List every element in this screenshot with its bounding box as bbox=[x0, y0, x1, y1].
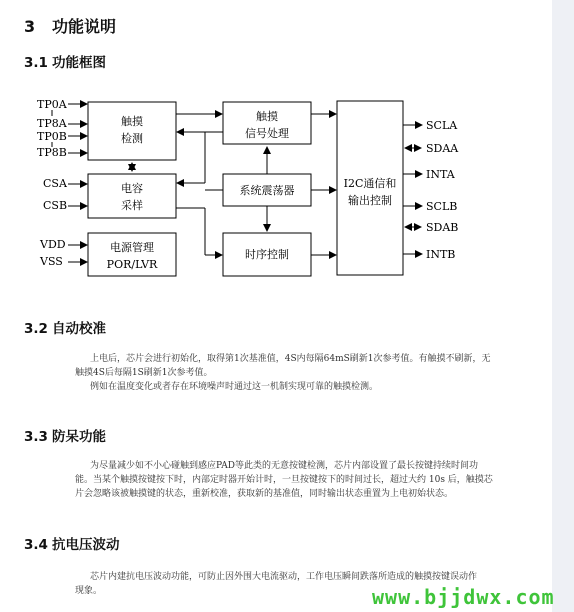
volt-para-line1: 芯片内建抗电压波动功能，可防止因外围大电流驱动，工作电压瞬间跌落所造成的触摸按键误动作 bbox=[90, 572, 478, 582]
section-title: 抗电压波动 bbox=[52, 537, 120, 553]
page-side-strip bbox=[552, 0, 574, 612]
timing-label: 时序控制 bbox=[245, 248, 289, 261]
section-title: 自动校准 bbox=[52, 321, 106, 337]
chapter-number: 3 bbox=[24, 17, 36, 36]
section-heading-3-4 bbox=[24, 533, 120, 553]
label-csb: CSB bbox=[43, 199, 68, 212]
function-block-diagram bbox=[30, 90, 470, 290]
i2c-line2: 输出控制 bbox=[348, 194, 392, 207]
label-csa: CSA bbox=[43, 177, 67, 190]
section-heading-3-1 bbox=[24, 51, 106, 71]
block-touch-detect bbox=[88, 102, 176, 160]
label-tp8a: TP8A bbox=[37, 117, 67, 130]
section-number: 3.4 bbox=[24, 537, 48, 553]
section-heading-3-3 bbox=[24, 425, 106, 445]
section-title: 功能框图 bbox=[52, 55, 106, 71]
fool-para-line2: 能。当某个触摸按键按下时，内部定时器开始计时，一旦按键按下的时间过长，超过大约 10s 后，触摸芯 bbox=[75, 475, 493, 485]
label-sdaa: SDAA bbox=[426, 142, 459, 155]
label-intb: INTB bbox=[426, 248, 456, 261]
oscillator-label: 系统震荡器 bbox=[239, 184, 295, 197]
cap-sample-line1: 电容 bbox=[121, 182, 143, 195]
section-number: 3.2 bbox=[24, 321, 48, 337]
power-mgmt-line2: POR/LVR bbox=[106, 258, 158, 271]
label-sclb: SCLB bbox=[426, 200, 458, 213]
label-sdab: SDAB bbox=[426, 221, 459, 234]
section-number: 3.3 bbox=[24, 429, 48, 445]
volt-para-line2: 现象。 bbox=[75, 586, 103, 596]
touch-detect-line2: 检测 bbox=[121, 132, 143, 145]
label-vss: VSS bbox=[40, 255, 63, 268]
label-tp0b: TP0B bbox=[37, 130, 67, 143]
label-tp8b: TP8B bbox=[37, 146, 67, 159]
i2c-line1: I2C通信和 bbox=[343, 177, 397, 190]
label-inta: INTA bbox=[426, 168, 455, 181]
cap-sample-line2: 采样 bbox=[121, 199, 143, 212]
site-watermark: www.bjjdwx.com bbox=[372, 585, 555, 609]
touch-signal-line1: 触摸 bbox=[256, 110, 278, 123]
label-vdd: VDD bbox=[40, 238, 66, 251]
calib-para-line3: 例如在温度变化或者存在环境噪声时通过这一机制实现可靠的触摸检测。 bbox=[90, 382, 379, 392]
chapter-title: 功能说明 bbox=[52, 17, 117, 36]
touch-detect-line1: 触摸 bbox=[121, 115, 143, 128]
fool-para-line1: 为尽量减少如不小心碰触到感应PAD等此类的无意按键检测，芯片内部设置了最长按键持续时间功 bbox=[90, 461, 478, 471]
chapter-heading bbox=[24, 14, 116, 37]
fool-para-line3: 片会忽略该被触摸键的状态，重新校准，获取新的基准值，同时输出状态重置为上电初始状态。 bbox=[75, 489, 454, 499]
calib-para-line1: 上电后，芯片会进行初始化，取得第1次基准值，4S内每隔64mS刷新1次参考值。有触摸不刷新，无 bbox=[90, 354, 491, 364]
section-heading-3-2 bbox=[24, 317, 106, 337]
touch-signal-line2: 信号处理 bbox=[245, 127, 289, 140]
label-tp0a: TP0A bbox=[37, 98, 67, 111]
section-title: 防呆功能 bbox=[52, 429, 106, 445]
calib-para-line2: 触摸4S后每隔1S刷新1次参考值。 bbox=[75, 368, 213, 378]
label-scla: SCLA bbox=[426, 119, 458, 132]
section-number: 3.1 bbox=[24, 55, 48, 71]
power-mgmt-line1: 电源管理 bbox=[110, 241, 154, 254]
